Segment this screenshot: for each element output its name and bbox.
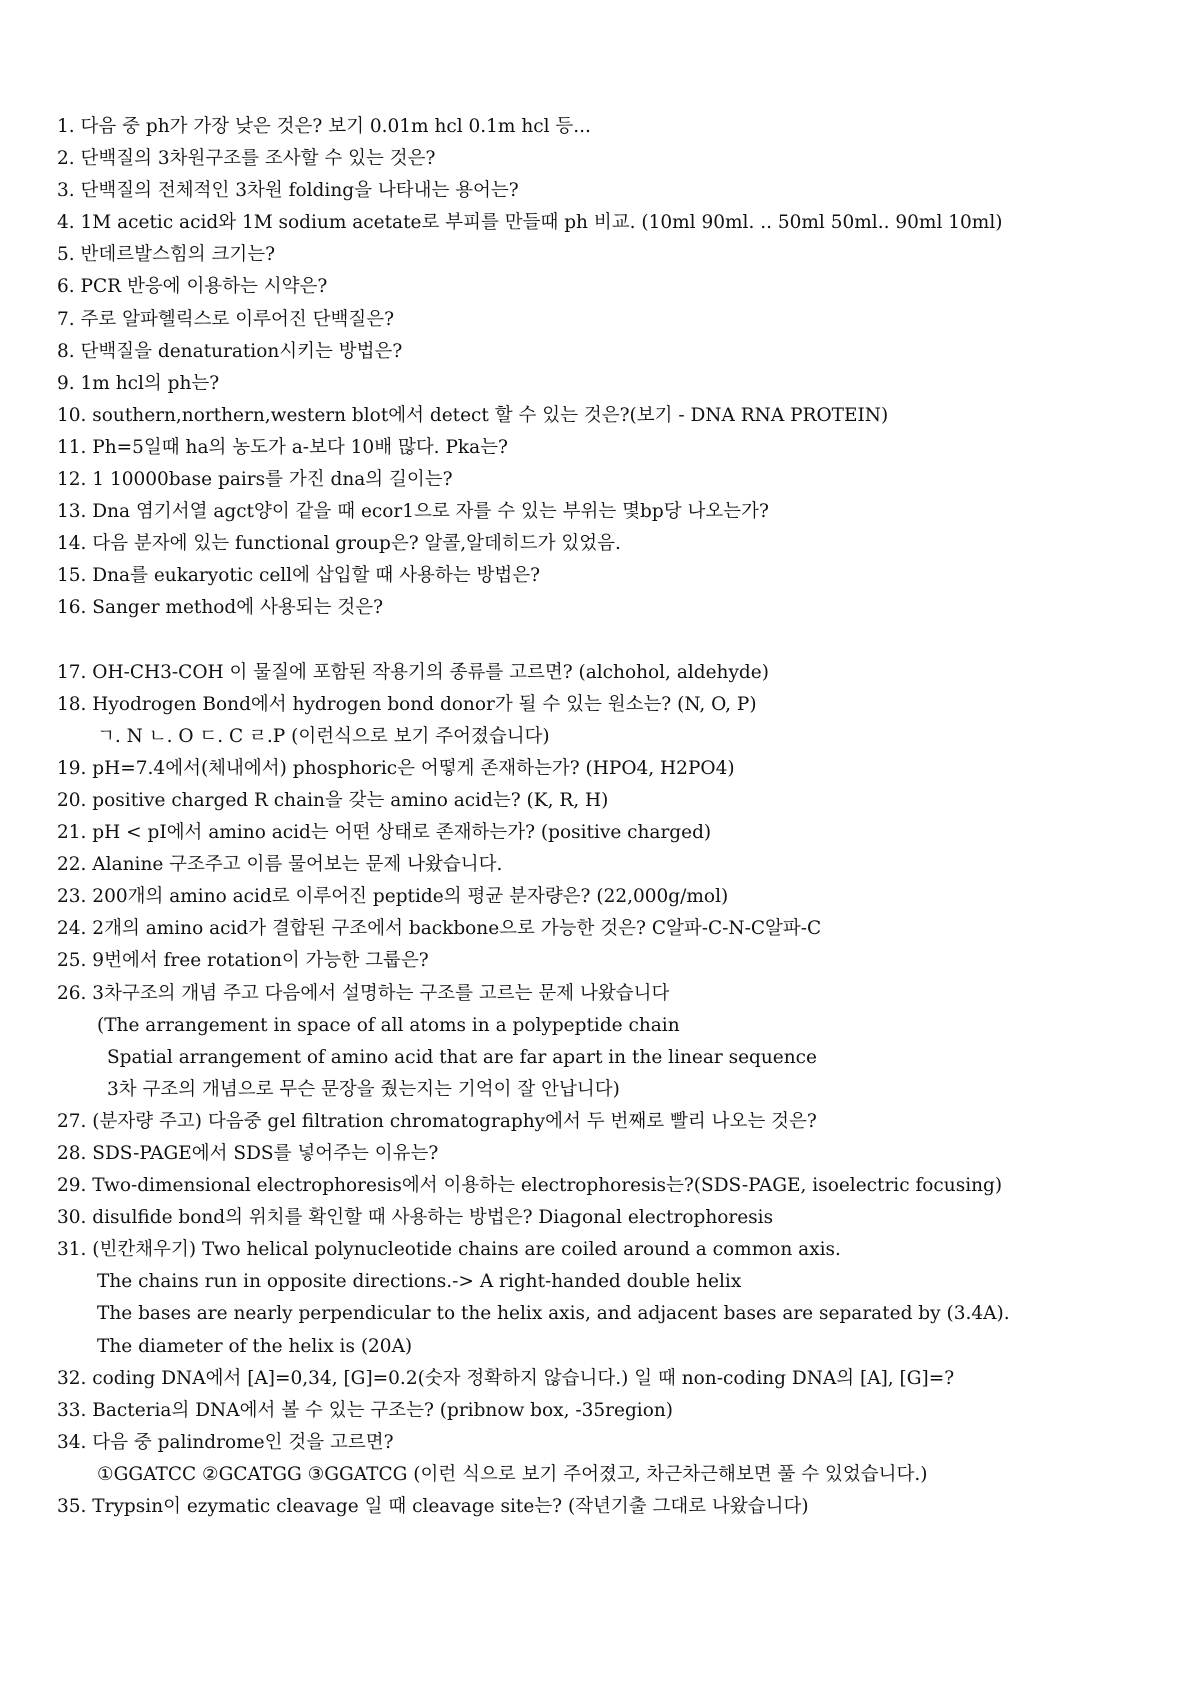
question-6: 6. PCR 반응에 이용하는 시약은?: [57, 276, 328, 298]
question-12: 12. 1 10000base pairs를 가진 dna의 길이는?: [57, 469, 453, 491]
question-34-choices: ①GGATCC ②GCATGG ③GGATCG (이런 식으로 보기 주어졌고, 차근차근해보면 풀 수 있었습니다.): [97, 1463, 928, 1485]
question-3: 3. 단백질의 전체적인 3차원 folding을 나타내는 용어는?: [57, 180, 519, 202]
question-1: 1. 다음 중 ph가 가장 낮은 것은? 보기 0.01m hcl 0.1m hcl 등...: [57, 116, 591, 137]
question-18: 18. Hyodrogen Bond에서 hydrogen bond donor가 될 수 있는 원소는? (N, O, P): [57, 693, 757, 715]
question-21: 21. pH < pI에서 amino acid는 어떤 상태로 존재하는가? (positive charged): [57, 822, 712, 844]
question-26-detail-2: Spatial arrangement of amino acid that are far apart in the linear sequence: [107, 1046, 817, 1068]
question-5: 5. 반데르발스힘의 크기는?: [57, 244, 276, 266]
question-26: 26. 3차구조의 개념 주고 다음에서 설명하는 구조를 고르는 문제 나왔습니다: [57, 982, 670, 1004]
question-8: 8. 단백질을 denaturation시키는 방법은?: [57, 340, 403, 362]
question-23: 23. 200개의 amino acid로 이루어진 peptide의 평균 분자량은? (22,000g/mol): [57, 886, 729, 908]
question-19: 19. pH=7.4에서(체내에서) phosphoric은 어떻게 존재하는가? (HPO4, H2PO4): [57, 757, 735, 779]
question-24: 24. 2개의 amino acid가 결합된 구조에서 backbone으로 가능한 것은? C알파-C-N-C알파-C: [57, 918, 822, 940]
question-11: 11. Ph=5일때 ha의 농도가 a-보다 10배 많다. Pka는?: [57, 436, 508, 458]
question-34: 34. 다음 중 palindrome인 것을 고르면?: [57, 1431, 394, 1453]
question-17: 17. OH-CH3-COH 이 물질에 포함된 작용기의 종류를 고르면? (alchohol, aldehyde): [57, 661, 769, 683]
question-33: 33. Bacteria의 DNA에서 볼 수 있는 구조는? (pribnow box, -35region): [57, 1399, 673, 1421]
question-29: 29. Two-dimensional electrophoresis에서 이용하는 electrophoresis는?(SDS-PAGE, isoelectric focusing): [57, 1175, 1003, 1197]
question-25: 25. 9번에서 free rotation이 가능한 그룹은?: [57, 950, 429, 972]
question-31-detail-1: The chains run in opposite directions.-> A right-handed double helix: [97, 1271, 742, 1293]
question-14: 14. 다음 분자에 있는 functional group은? 알콜,알데히드가 있었음.: [57, 533, 621, 555]
question-7: 7. 주로 알파헬릭스로 이루어진 단백질은?: [57, 308, 395, 330]
question-27: 27. (분자량 주고) 다음중 gel filtration chromatography에서 두 번째로 빨리 나오는 것은?: [57, 1110, 817, 1132]
question-28: 28. SDS-PAGE에서 SDS를 넣어주는 이유는?: [57, 1143, 439, 1164]
question-30: 30. disulfide bond의 위치를 확인할 때 사용하는 방법은? Diagonal electrophoresis: [57, 1207, 774, 1229]
question-9: 9. 1m hcl의 ph는?: [57, 372, 220, 394]
question-31-detail-3: The diameter of the helix is (20A): [97, 1335, 413, 1357]
question-10: 10. southern,northern,western blot에서 detect 할 수 있는 것은?(보기 - DNA RNA PROTEIN): [57, 404, 889, 426]
question-26-detail-3: 3차 구조의 개념으로 무슨 문장을 줬는지는 기억이 잘 안납니다): [107, 1078, 620, 1100]
question-35: 35. Trypsin이 ezymatic cleavage 일 때 cleavage site는? (작년기출 그대로 나왔습니다): [57, 1496, 809, 1518]
question-list: [57, 111, 1167, 1523]
question-13: 13. Dna 염기서열 agct양이 같을 때 ecor1으로 자를 수 있는 부위는 몇bp당 나오는가?: [57, 501, 769, 523]
question-32: 32. coding DNA에서 [A]=0,34, [G]=0.2(숫자 정확하지 않습니다.) 일 때 non-coding DNA의 [A], [G]=?: [57, 1367, 955, 1389]
question-18-choices: ㄱ. N ㄴ. O ㄷ. C ㄹ.P (이런식으로 보기 주어졌습니다): [97, 725, 550, 747]
question-31-detail-2: The bases are nearly perpendicular to the helix axis, and adjacent bases are separated by (3.4A).: [97, 1303, 1010, 1325]
question-22: 22. Alanine 구조주고 이름 물어보는 문제 나왔습니다.: [57, 854, 503, 876]
question-20: 20. positive charged R chain을 갖는 amino acid는? (K, R, H): [57, 789, 609, 811]
question-31: 31. (빈칸채우기) Two helical polynucleotide chains are coiled around a common axis.: [57, 1239, 841, 1261]
question-2: 2. 단백질의 3차원구조를 조사할 수 있는 것은?: [57, 148, 436, 170]
question-4: 4. 1M acetic acid와 1M sodium acetate로 부피를 만들때 ph 비교. (10ml 90ml. .. 50ml 50ml.. 90ml 10ml): [57, 212, 1003, 234]
question-26-detail-1: (The arrangement in space of all atoms in a polypeptide chain: [97, 1014, 680, 1036]
question-15: 15. Dna를 eukaryotic cell에 삽입할 때 사용하는 방법은?: [57, 565, 540, 587]
question-16: 16. Sanger method에 사용되는 것은?: [57, 597, 384, 619]
section-gap: [57, 625, 1167, 657]
